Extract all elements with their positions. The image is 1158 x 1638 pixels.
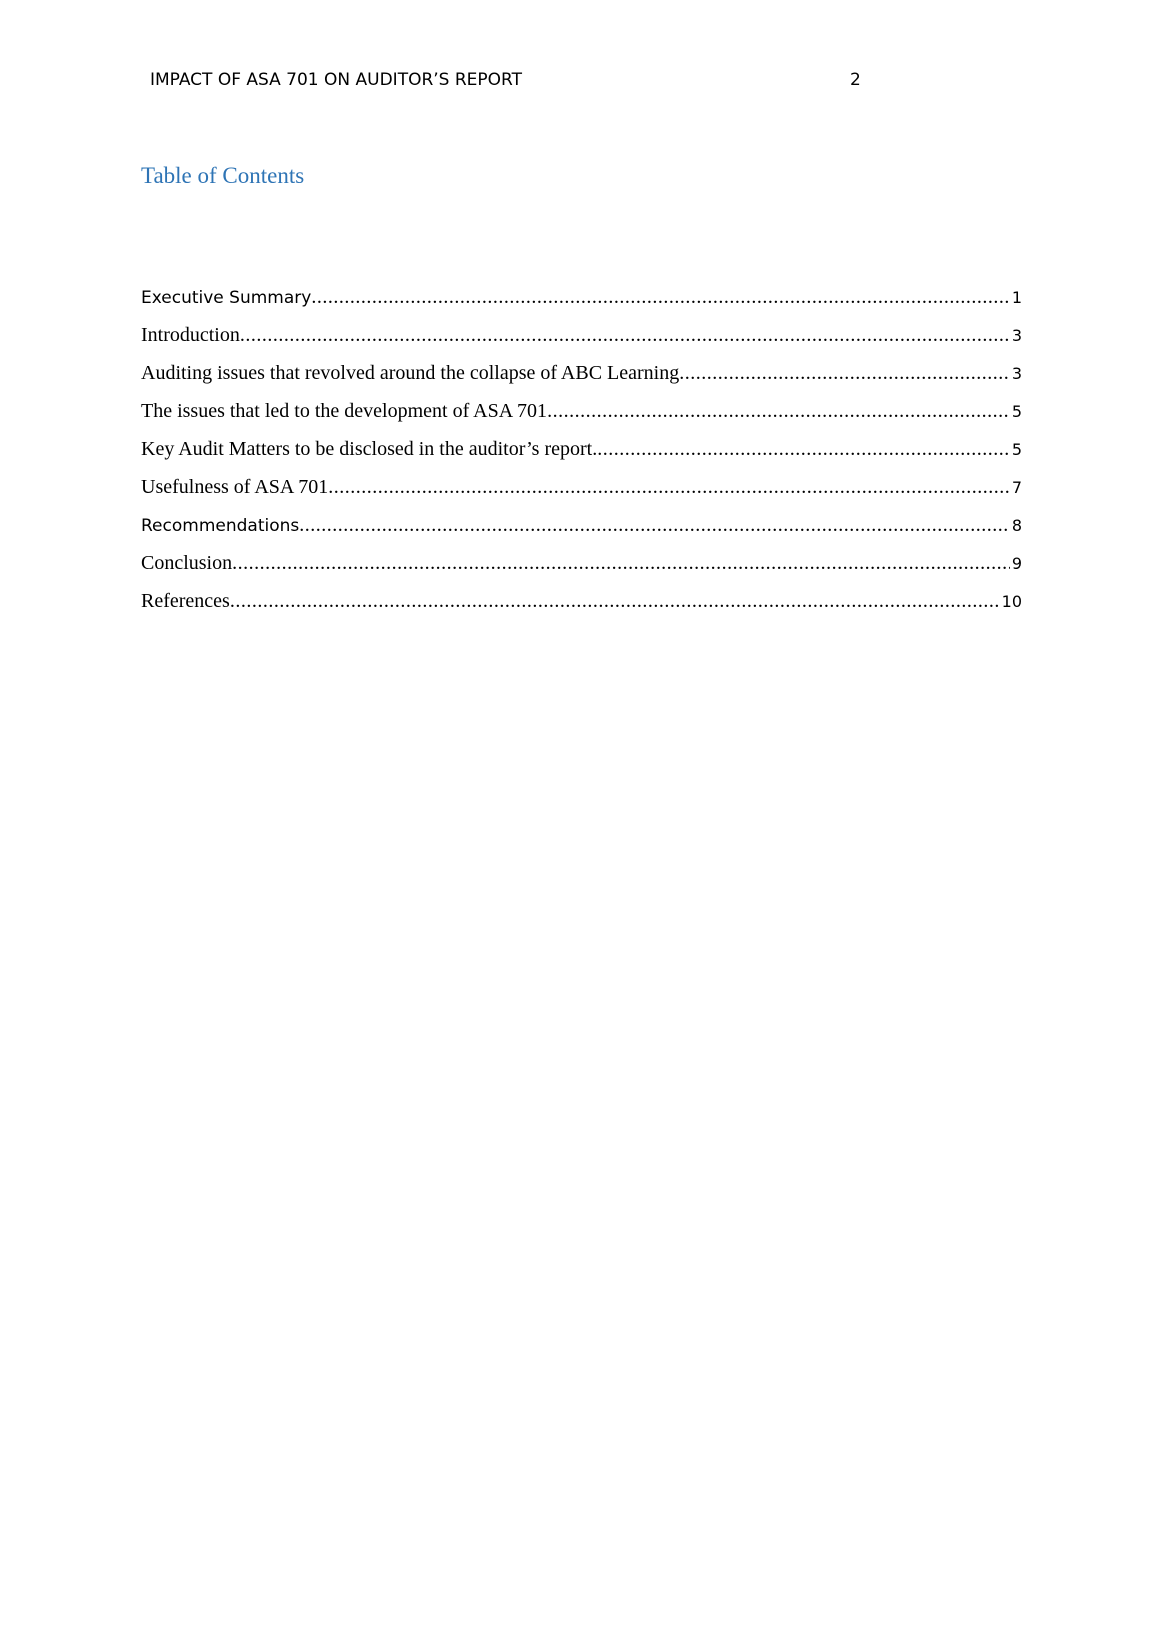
toc-entry-usefulness[interactable] xyxy=(141,476,1022,514)
toc-entry-introduction[interactable] xyxy=(141,324,1022,362)
toc-heading: Table of Contents xyxy=(141,163,305,188)
toc-entry-page: 5 xyxy=(1011,402,1022,421)
toc-entry-page: 8 xyxy=(1011,516,1022,535)
toc-entry-label: Executive Summary xyxy=(141,288,312,308)
toc-entry-label: Introduction xyxy=(141,324,240,346)
toc-entry-page: 3 xyxy=(1011,364,1022,383)
toc-entry-label: Auditing issues that revolved around the collapse of ABC Learning xyxy=(141,362,680,384)
toc-entry-label: Key Audit Matters to be disclosed in the auditor’s report. xyxy=(141,438,598,460)
toc-entry-auditing-issues[interactable] xyxy=(141,362,1022,400)
toc-entry-page: 9 xyxy=(1011,554,1022,573)
table-of-contents xyxy=(141,286,1022,628)
dot-leader xyxy=(232,552,1010,575)
toc-entry-page: 5 xyxy=(1011,440,1022,459)
dot-leader xyxy=(597,438,1010,461)
toc-entry-page: 3 xyxy=(1011,326,1022,345)
toc-entry-page: 10 xyxy=(1001,592,1022,611)
dot-leader xyxy=(328,476,1010,499)
dot-leader xyxy=(679,362,1010,385)
toc-entry-development-issues[interactable] xyxy=(141,400,1022,438)
toc-entry-recommendations[interactable] xyxy=(141,514,1022,552)
toc-entry-label: Conclusion xyxy=(141,552,233,574)
toc-entry-label: The issues that led to the development of ASA 701 xyxy=(141,400,548,422)
dot-leader xyxy=(547,400,1010,423)
dot-leader xyxy=(299,514,1010,537)
header-page-number: 2 xyxy=(850,70,861,90)
running-header-title: IMPACT OF ASA 701 ON AUDITOR’S REPORT xyxy=(150,70,523,90)
dot-leader xyxy=(230,590,1000,613)
toc-entry-page: 7 xyxy=(1011,478,1022,497)
toc-entry-label: Recommendations xyxy=(141,516,300,536)
toc-entry-page: 1 xyxy=(1011,288,1022,307)
toc-entry-references[interactable] xyxy=(141,590,1022,628)
toc-entry-label: Usefulness of ASA 701 xyxy=(141,476,329,498)
toc-entry-label: References xyxy=(141,590,230,612)
dot-leader xyxy=(311,286,1009,309)
toc-entry-conclusion[interactable] xyxy=(141,552,1022,590)
dot-leader xyxy=(240,324,1010,347)
toc-entry-executive-summary[interactable] xyxy=(141,286,1022,324)
toc-entry-key-audit-matters[interactable] xyxy=(141,438,1022,476)
